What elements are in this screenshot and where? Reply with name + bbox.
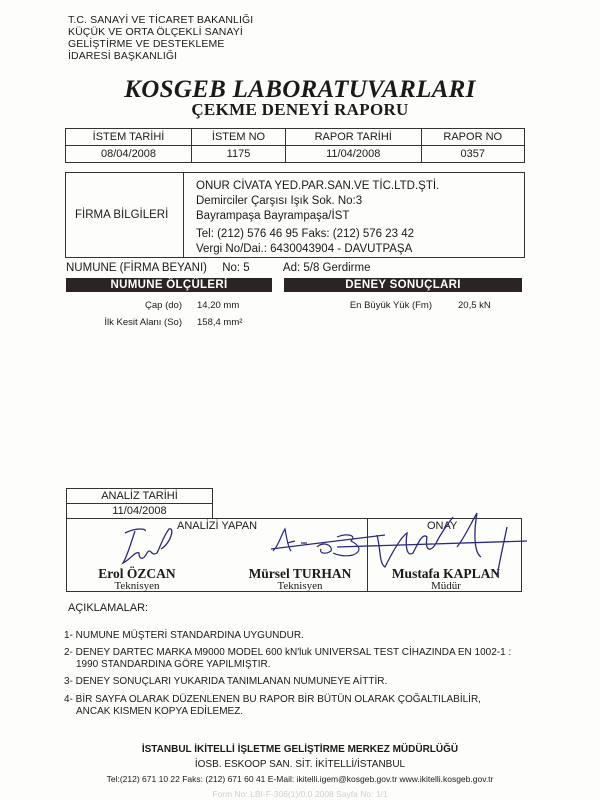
signatory-name: Mustafa KAPLAN	[391, 566, 501, 581]
note-text: 2- DENEY DARTEC MARKA M9000 MODEL 600 kN'luk UNIVERSAL TEST CİHAZINDA EN 1002-1 :	[64, 647, 512, 658]
measure-value: 158,4 mm²	[197, 317, 243, 328]
signatory-role: Teknisyen	[114, 580, 160, 592]
signature-box	[66, 518, 522, 592]
ministry-line: İDARESİ BAŞKANLIĞI	[68, 50, 178, 62]
signatory-1	[77, 567, 197, 592]
note-text: ANCAK KISMEN KOPYA EDİLEMEZ.	[76, 706, 244, 717]
signatory-2	[235, 567, 365, 592]
signatory-name: Erol ÖZCAN	[98, 566, 176, 581]
sample-no: No: 5	[222, 262, 250, 274]
footer-contact: Tel:(212) 671 10 22 Faks: (212) 671 60 41 E-Mail: ikitelli.igem@kosgeb.gov.tr www.ikitelli.kosgeb.gov.tr	[106, 774, 494, 784]
result-value: 20,5 kN	[458, 300, 491, 311]
measure-key: Çap (do)	[145, 300, 182, 311]
firm-name: ONUR CİVATA YED.PAR.SAN.VE TİC.LTD.ŞTİ.	[196, 180, 440, 192]
note-text: 3- DENEY SONUÇLARI YUKARIDA TANIMLANAN NUMUNEYE AİTTİR.	[64, 676, 388, 687]
sample-name: Ad: 5/8 Gerdirme	[282, 262, 371, 274]
report-date: 11/04/2008	[285, 146, 421, 163]
request-info-table	[65, 128, 525, 163]
footer-address: İOSB. ESKOOP SAN. SİT. İKİTELLİ/İSTANBUL	[194, 759, 406, 770]
report-no: 0357	[421, 146, 524, 163]
signatory-name: Mürsel TURHAN	[248, 566, 352, 581]
footer-office: İSTANBUL İKİTELLİ İŞLETME GELİŞTİRME MERKEZ MÜDÜRLÜĞÜ	[141, 744, 459, 755]
note-item	[64, 647, 511, 671]
report-subtitle: ÇEKME DENEYİ RAPORU	[191, 100, 409, 119]
note-text: 4- BİR SAYFA OLARAK DÜZENLENEN BU RAPOR BİR BÜTÜN OLARAK ÇOĞALTILABİLİR,	[64, 694, 481, 705]
analysis-date-label: ANALİZ TARİHİ	[67, 489, 212, 504]
header-report-no: RAPOR NO	[421, 129, 524, 146]
signature-1-icon	[117, 523, 187, 568]
ministry-line: KÜÇÜK VE ORTA ÖLÇEKLİ SANAYİ	[68, 26, 243, 38]
firm-address-2: Bayrampaşa Bayrampaşa/İST	[196, 210, 350, 222]
header-request-date: İSTEM TARİHİ	[66, 129, 192, 146]
signatory-role: Müdür	[431, 580, 461, 592]
signature-3-icon	[357, 507, 537, 577]
table-row	[66, 146, 525, 163]
results-heading: DENEY SONUÇLARI	[284, 278, 522, 292]
header-report-date: RAPOR TARİHİ	[285, 129, 421, 146]
firm-address-1: Demirciler Çarşısı Işık Sok. No:3	[196, 195, 363, 207]
firm-label: FİRMA BİLGİLERİ	[66, 173, 184, 257]
signatory-role: Teknisyen	[277, 580, 323, 592]
measure-key: İlk Kesit Alanı (So)	[104, 317, 182, 328]
request-date: 08/04/2008	[66, 146, 192, 163]
page-title: KOSGEB LABORATUVARLARI	[124, 76, 476, 103]
measure-value: 14,20 mm	[197, 300, 240, 311]
performed-by-label: ANALİZİ YAPAN	[177, 520, 258, 532]
sample-label: NUMUNE (FİRMA BEYANI)	[66, 262, 207, 274]
ministry-header	[68, 14, 253, 62]
approval-label: ONAY	[427, 520, 458, 532]
ministry-line: T.C. SANAYİ VE TİCARET BAKANLIĞI	[68, 14, 254, 26]
request-no: 1175	[192, 146, 286, 163]
firm-tax: Vergi No/Dai.: 6430043904 - DAVUTPAŞA	[196, 243, 413, 255]
analysis-date-value: 11/04/2008	[112, 505, 167, 517]
note-text: 1990 STANDARDINA GÖRE YAPILMIŞTIR.	[76, 659, 271, 670]
footer-form-line: Form No: LBI-F-306(1)/0.0 2008 Sayfa No: 1/1	[212, 789, 388, 799]
firm-info-box	[65, 172, 525, 258]
ministry-line: GELİŞTİRME VE DESTEKLEME	[68, 38, 225, 50]
note-item	[64, 630, 304, 642]
firm-phone: Tel: (212) 576 46 95 Faks: (212) 576 23 42	[196, 228, 415, 240]
sample-line	[66, 262, 370, 274]
measurements-heading: NUMUNE ÖLÇÜLERİ	[66, 278, 272, 292]
note-text: 1- NUMUNE MÜŞTERİ STANDARDINA UYGUNDUR.	[64, 630, 304, 641]
result-key: En Büyük Yük (Fm)	[349, 300, 432, 311]
firm-details	[196, 179, 439, 257]
analysis-date-box	[66, 488, 213, 519]
notes-title: AÇIKLAMALAR:	[68, 602, 149, 614]
table-header-row	[66, 129, 525, 146]
header-request-no: İSTEM NO	[192, 129, 286, 146]
note-item	[64, 694, 481, 718]
note-item	[64, 676, 387, 688]
